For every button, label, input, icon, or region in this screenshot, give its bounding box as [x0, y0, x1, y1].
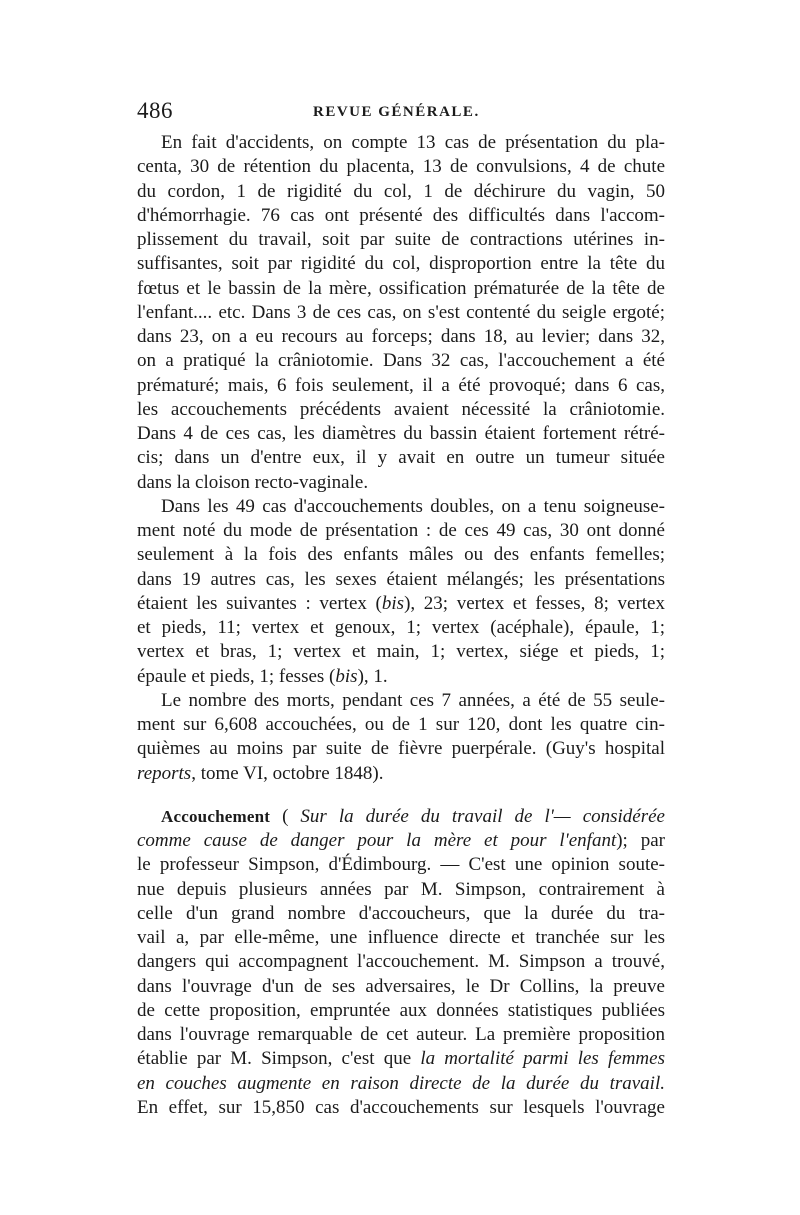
text-segment: ( — [270, 805, 301, 827]
text-line: d'hémorrhagie. 76 cas ont présenté des difficultés dans l'accom- — [137, 204, 665, 226]
italic-segment: bis — [335, 665, 358, 687]
text-line: nue depuis plusieurs années par M. Simpson, contrairement à — [137, 878, 665, 900]
text-segment: étaient les suivantes : vertex ( — [137, 592, 382, 614]
text-segment: ), 23; vertex et fesses, 8; vertex — [404, 592, 665, 614]
text-line: l'enfant.... etc. Dans 3 de ces cas, on s'est contenté du seigle ergoté; — [137, 301, 665, 323]
italic-segment: en couches augmente en raison directe de la durée du travail. — [137, 1072, 665, 1094]
text-line — [137, 592, 665, 616]
text-line: dans la cloison recto-vaginale. — [137, 471, 369, 493]
text-line: de cette proposition, empruntée aux données statistiques publiées — [137, 999, 665, 1021]
page-number: 486 — [137, 98, 173, 123]
text-line: En effet, sur 15,850 cas d'accouchements sur lesquels l'ouvrage — [137, 1096, 665, 1118]
text-line — [137, 1072, 665, 1096]
text-line: seulement à la fois des enfants mâles ou des enfants femelles; — [137, 544, 665, 566]
text-line: dangers qui accompagnent l'accouchement. M. Simpson a trouvé, — [137, 951, 665, 973]
text-line: fœtus et le bassin de la mère, ossification prématurée de la tête de — [137, 277, 665, 299]
text-line: dans 23, on a eu recours au forceps; dans 18, au levier; dans 32, — [137, 326, 665, 347]
text-segment: établie par M. Simpson, c'est que — [137, 1048, 421, 1070]
text-line — [137, 665, 665, 689]
text-line: vertex et bras, 1; vertex et main, 1; vertex, siége et pieds, 1; — [137, 641, 665, 663]
italic-segment: comme cause de danger pour la mère et pour l'enfant — [137, 830, 617, 851]
text-line: dans 19 autres cas, les sexes étaient mélangés; les présentations — [137, 568, 665, 590]
text-line: du cordon, 1 de rigidité du col, 1 de déchirure du vagin, 50 — [137, 180, 665, 202]
running-head — [137, 98, 665, 128]
text-line: prématuré; mais, 6 fois seulement, il a été provoqué; dans 6 cas, — [137, 374, 665, 396]
text-line — [137, 805, 665, 829]
text-line: celle d'un grand nombre d'accoucheurs, que la durée du tra- — [137, 902, 665, 924]
text-line: Dans les 49 cas d'accouchements doubles, on a tenu soigneuse- — [161, 495, 665, 517]
text-line — [137, 829, 665, 853]
text-line: ment sur 6,608 accouchées, ou de 1 sur 120, dont les quatre cin- — [137, 714, 665, 735]
text-line: vail a, par elle-même, une influence directe et tranchée sur les — [137, 927, 665, 948]
italic-segment: la mortalité parmi les femmes — [420, 1048, 665, 1070]
text-line: quièmes au moins par suite de fièvre puerpérale. (Guy's hospital — [137, 738, 665, 760]
text-line: centa, 30 de rétention du placenta, 13 de convulsions, 4 de chute — [137, 156, 665, 178]
text-segment: épaule et pieds, 1; fesses ( — [137, 665, 336, 687]
text-segment: , tome VI, octobre 1848). — [191, 762, 384, 784]
text-line: les accouchements précédents avaient nécessité la crâniotomie. — [137, 398, 665, 420]
text-line: suffisantes, soit par rigidité du col, disproportion entre la tête du — [137, 253, 665, 275]
text-line: ment noté du mode de présentation : de ces 49 cas, 30 ont donné — [137, 520, 665, 541]
text-segment: ), 1. — [357, 665, 388, 687]
text-line — [137, 1047, 665, 1071]
text-line: Dans 4 de ces cas, les diamètres du bassin étaient fortement rétré- — [137, 423, 665, 444]
text-segment: ); par — [616, 830, 665, 851]
text-line: Le nombre des morts, pendant ces 7 années, a été de 55 seule- — [161, 689, 665, 711]
section-gap — [137, 786, 665, 805]
section-heading: Accouchement — [161, 806, 271, 826]
text-line: dans l'ouvrage remarquable de cet auteur. La première proposition — [137, 1024, 665, 1045]
text-line: le professeur Simpson, d'Édimbourg. — C'est une opinion soute- — [137, 854, 665, 876]
journal-title: REVUE GÉNÉRALE. — [313, 104, 480, 120]
body-text — [137, 131, 665, 1120]
text-line: plissement du travail, soit par suite de contractions utérines in- — [137, 229, 665, 250]
text-line: on a pratiqué la crâniotomie. Dans 32 cas, l'accouchement a été — [137, 350, 665, 372]
text-line: En fait d'accidents, on compte 13 cas de présentation du pla- — [161, 132, 665, 153]
italic-segment: reports — [137, 762, 192, 784]
text-line — [137, 762, 665, 786]
text-line: et pieds, 11; vertex et genoux, 1; vertex (acéphale), épaule, 1; — [137, 617, 665, 638]
text-line: cis; dans un d'entre eux, il y avait en outre un tumeur située — [137, 447, 665, 469]
italic-segment: Sur la durée du travail de l'— considérée — [300, 805, 665, 827]
italic-segment: bis — [381, 592, 405, 614]
text-line: dans l'ouvrage d'un de ses adversaires, le Dr Collins, la preuve — [137, 975, 665, 997]
